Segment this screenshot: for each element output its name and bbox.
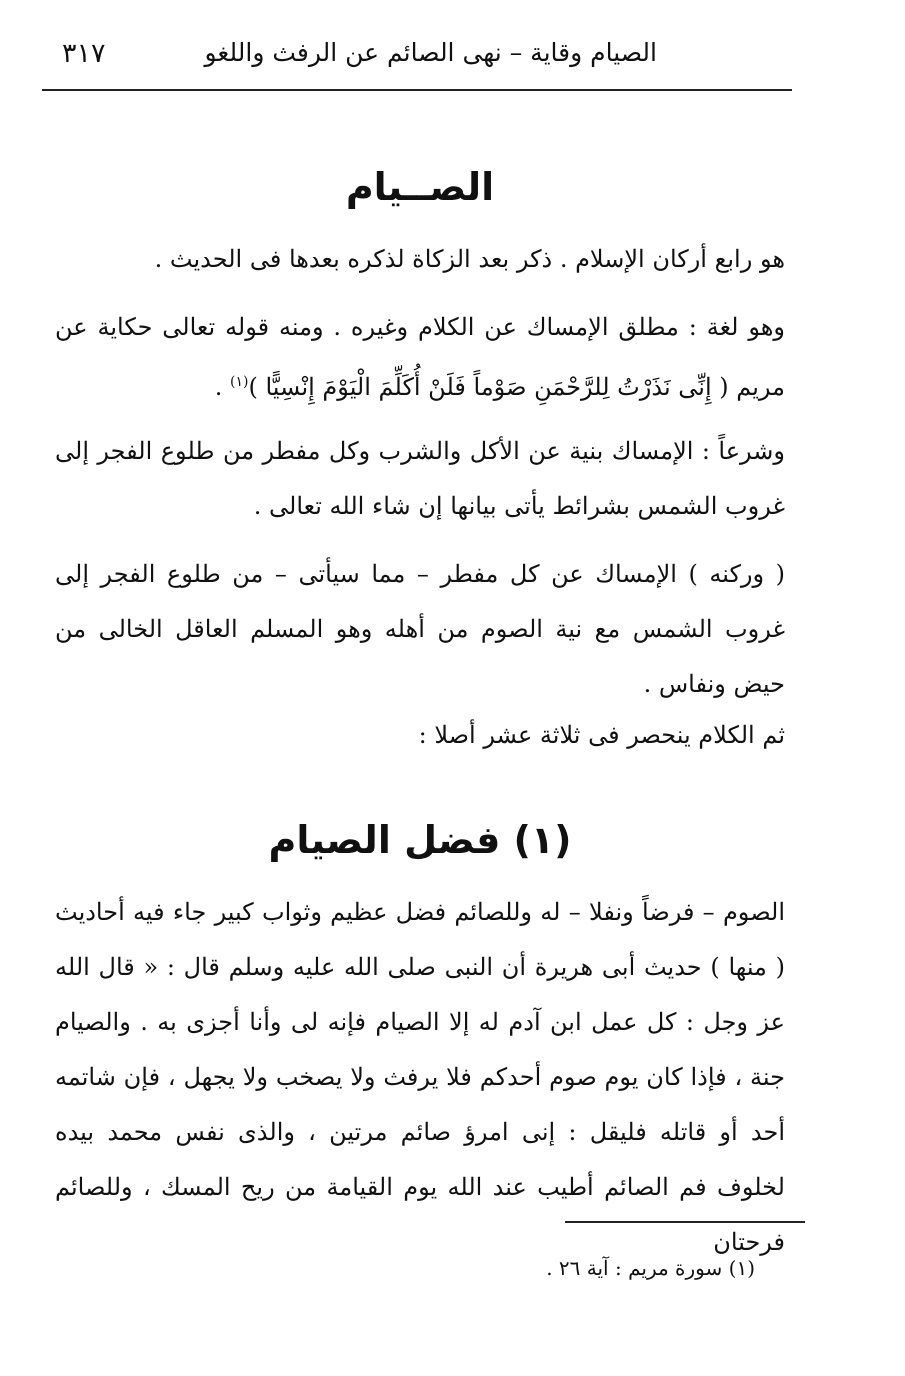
paragraph-pillar: ( وركنه ) الإمساك عن كل مفطر – مما سيأتى – من طلوع الفجر إلى غروب الشمس مع نية الصوم من أهله وهو المسلم العاقل الخالى من حيض ونفاس . — [55, 560, 785, 698]
section-title-virtue-of-fasting: (١) فضل الصيام — [268, 818, 572, 862]
paragraph-virtue-hadith: الصوم – فرضاً ونفلا – له وللصائم فضل عظيم وثواب كبير جاء فيه أحاديث ( منها ) حديث أبى هريرة أن النبى صلى الله عليه وسلم قال : « قال الله عز وجل : كل عمل ابن آدم له إلا الصيام فإنه لى وأنا أجزى به . والصيام جنة ، فإذا كان يوم صوم أحدكم فلا يرفث ولا يصخب ولا يجهل ، فإن شاتمه أحد أو قاتله فليقل : إنى امرؤ صائم مرتين ، والذى نفس محمد بيده لخلوف فم الصائم أطيب عند الله يوم القيامة من ريح المسك ، وللصائم فرحتان — [55, 898, 785, 1256]
footnote-rule — [565, 1221, 805, 1223]
paragraph-outline: ثم الكلام ينحصر فى ثلاثة عشر أصلا : — [418, 721, 785, 749]
header-rule — [42, 89, 792, 91]
paragraph-linguistic-text: وهو لغة : مطلق الإمساك عن الكلام وغيره . ومنه قوله تعالى حكاية عن مريم ( إِنِّى نَذَرْتُ لِلرَّحْمَنِ صَوْماً فَلَنْ أُكَلِّمَ الْيَوْمَ إِنْسِيًّا ) — [55, 313, 785, 401]
paragraph-legal-meaning: وشرعاً : الإمساك بنية عن الأكل والشرب وكل مفطر من طلوع الفجر إلى غروب الشمس بشرائط يأتى بيانها إن شاء الله تعالى . — [55, 437, 785, 520]
running-title: الصيام وقاية – نهى الصائم عن الرفث واللغو — [204, 38, 657, 67]
paragraph-definition: هو رابع أركان الإسلام . ذكر بعد الزكاة لذكره بعدها فى الحديث . — [154, 245, 785, 273]
footnote-reference: (١) — [230, 374, 249, 390]
paragraph-linguistic-end: . — [214, 373, 231, 401]
paragraph-linguistic-meaning — [55, 300, 785, 415]
page-number: ٣١٧ — [62, 38, 106, 69]
section-title-siyam: الصــيام — [345, 165, 495, 209]
footnote: (١) سورة مريم : آية ٢٦ . — [546, 1256, 755, 1280]
page-header — [42, 38, 792, 88]
